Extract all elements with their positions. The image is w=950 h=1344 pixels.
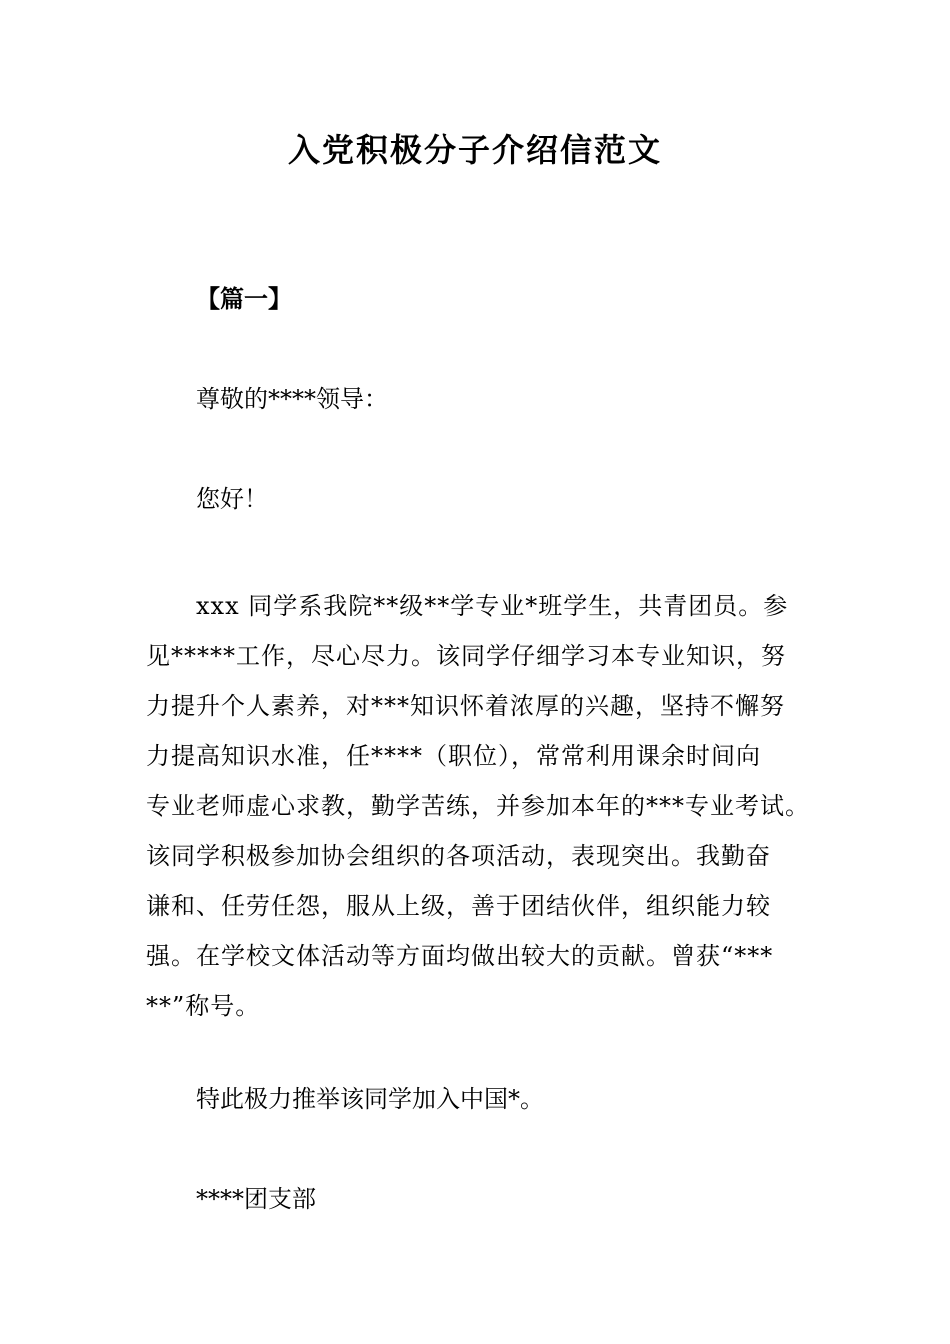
- body-line: 力提升个人素养，对***知识怀着浓厚的兴趣，坚持不懈努: [146, 692, 785, 720]
- body-paragraph: [146, 581, 846, 1031]
- greeting: 您好！: [196, 485, 268, 513]
- document-title: 入党积极分子介绍信范文: [287, 131, 662, 169]
- recommendation: 特此极力推举该同学加入中国*。: [196, 1085, 544, 1113]
- body-line: 谦和、任劳任怨，服从上级，善于团结伙伴，组织能力较: [146, 892, 771, 920]
- salutation: 尊敬的****领导：: [196, 385, 388, 413]
- signature: ****团支部: [196, 1185, 316, 1213]
- body-line: 力提高知识水准，任****（职位），常常利用课余时间向: [146, 742, 761, 770]
- body-line: 见*****工作，尽心尽力。该同学仔细学习本专业知识，努: [146, 642, 786, 670]
- body-line: 强。在学校文体活动等方面均做出较大的贡献。曾获“***: [146, 942, 774, 970]
- body-line: xxx 同学系我院**级**学专业*班学生，共青团员。参: [196, 592, 789, 620]
- body-line: 该同学积极参加协会组织的各项活动，表现突出。我勤奋: [146, 842, 771, 870]
- section-label: 【篇一】: [196, 284, 292, 313]
- body-line: 专业老师虚心求教，勤学苦练，并参加本年的***专业考试。: [146, 792, 810, 820]
- body-line: **”称号。: [146, 992, 261, 1020]
